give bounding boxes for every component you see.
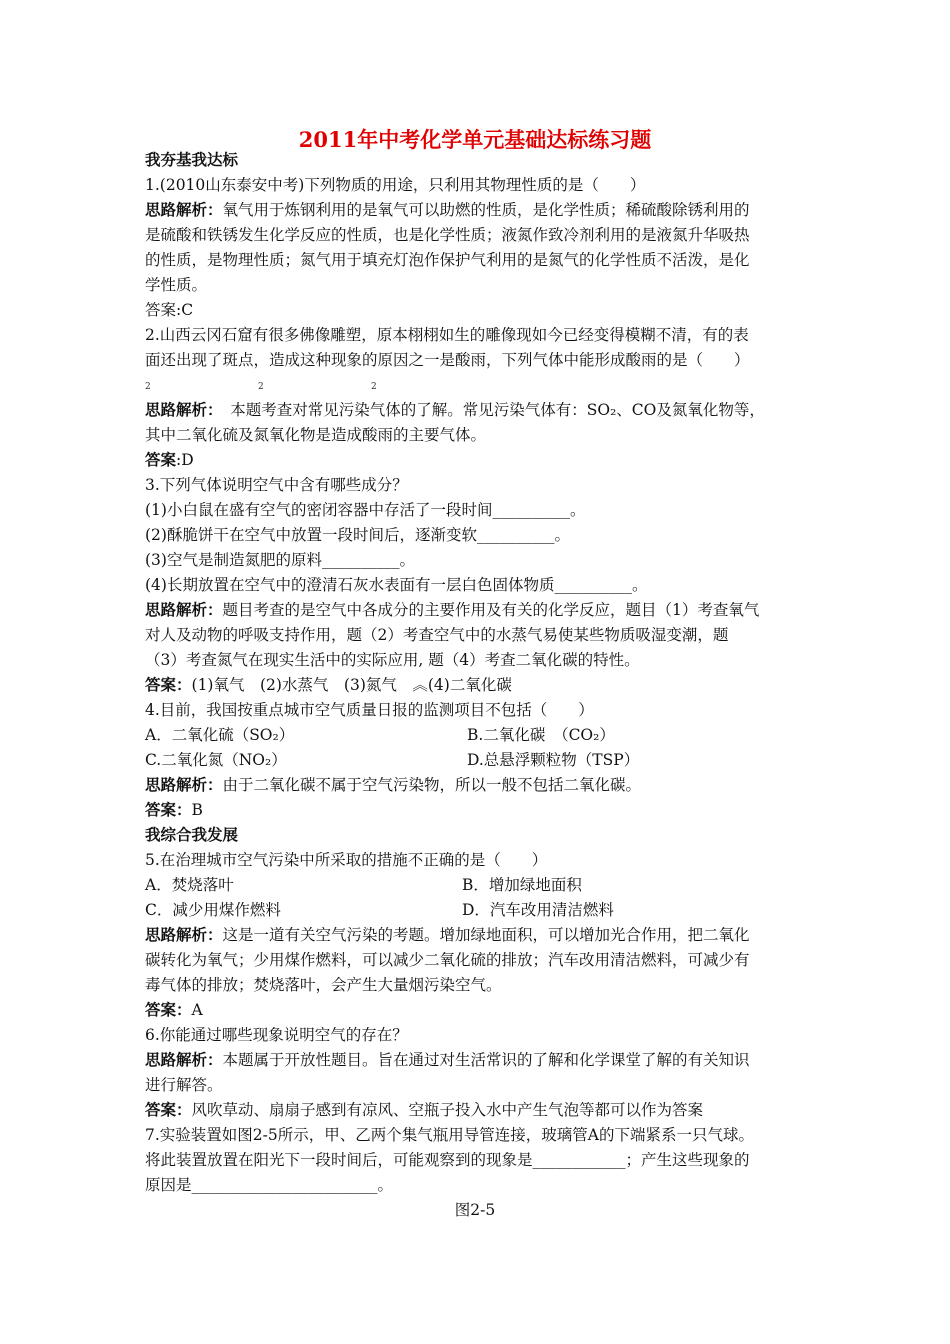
analysis-label: 思路解析： [145,400,215,419]
question-1-analysis-line: 思路解析：氧气用于炼钢利用的是氧气可以助燃的性质，是化学性质；稀硫酸除锈利用的 [145,200,750,219]
question-3-item: (2)酥脆饼干在空气中放置一段时间后，逐渐变软__________。 [145,526,570,544]
question-3-analysis-line: 对人及动物的呼吸支持作用，题（2）考查空气中的水蒸气易使某些物质吸湿变潮，题 [145,626,729,644]
question-4-stem: 4.目前，我国按重点城市空气质量日报的监测项目不包括（ ） [145,701,594,719]
question-1-analysis-line: 的性质，是物理性质；氮气用于填充灯泡作保护气利用的是氮气的化学性质不活泼，是化 [145,251,750,269]
page-title: 2011年中考化学单元基础达标练习题 [298,127,652,152]
analysis-label: 思路解析： [145,775,223,794]
question-3-analysis-line: 思路解析：题目考查的是空气中各成分的主要作用及有关的化学反应，题目（1）考查氧气 [145,600,760,619]
question-6-answer: 答案：风吹草动、扇扇子感到有凉风、空瓶子投入水中产生气泡等都可以作为答案 [145,1100,704,1119]
question-3-stem: 3.下列气体说明空气中含有哪些成分？ [145,476,408,494]
question-3-analysis-line: （3）考查氮气在现实生活中的实际应用, 题（4）考查二氧化碳的特性。 [145,651,640,669]
question-3-item: (3)空气是制造氮肥的原料__________。 [145,551,415,569]
figure-caption: 图2-5 [454,1201,496,1219]
question-2-stem: 面还出现了斑点，造成这种现象的原因之一是酸雨，下列气体中能形成酸雨的是（ ） [145,351,750,369]
question-5-answer: 答案：A [145,1000,203,1019]
question-6-stem: 6.你能通过哪些现象说明空气的存在？ [145,1026,408,1044]
analysis-label: 思路解析： [145,925,223,944]
question-4-option: A．二氧化硫（SO₂） [145,726,295,744]
answer-label: 答案： [145,800,192,819]
stray-subscript: 2 [371,382,377,392]
question-1-analysis-line: 学性质。 [145,276,208,294]
analysis-label: 思路解析： [145,200,223,219]
question-5-stem: 5.在治理城市空气污染中所采取的措施不正确的是（ ） [145,851,548,869]
analysis-label: 思路解析： [145,600,223,619]
question-3-item: (1)小白鼠在盛有空气的密闭容器中存活了一段时间__________。 [145,501,586,519]
question-7-stem: 将此装置放置在阳光下一段时间后，可能观察到的现象是____________；产生这些现象的 [145,1151,750,1169]
question-3-answer: 答案：(1)氧气 (2)水蒸气 (3)氮气 ︽(4)二氧化碳 [145,675,512,694]
question-5-analysis-line: 碳转化为氧气；少用煤作燃料，可以减少二氧化硫的排放；汽车改用清洁燃料，可减少有 [145,951,750,969]
question-3-item: (4)长期放置在空气中的澄清石灰水表面有一层白色固体物质__________。 [145,576,648,594]
question-4-option: B.二氧化碳 （CO₂） [467,726,615,744]
answer-label: 答案： [145,1100,192,1119]
question-2-stem: 2.山西云冈石窟有很多佛像雕塑，原本栩栩如生的雕像现如今已经变得模糊不清，有的表 [145,326,749,344]
question-7-stem: 原因是________________________。 [145,1176,394,1194]
question-5-analysis-line: 毒气体的排放；焚烧落叶，会产生大量烟污染空气。 [145,976,502,994]
question-6-analysis-line: 思路解析：本题属于开放性题目。旨在通过对生活常识的了解和化学课堂了解的有关知识 [145,1050,750,1069]
question-2-analysis-line: 其中二氧化硫及氮氧化物是造成酸雨的主要气体。 [145,426,487,444]
question-1-analysis-line: 是硫酸和铁锈发生化学反应的性质，也是化学性质；液氮作致冷剂利用的是液氮升华吸热 [145,226,750,244]
stray-subscript: 2 [145,382,151,392]
question-2-answer: 答案:D [145,450,194,469]
stray-subscript: 2 [258,382,264,392]
question-7-stem: 7.实验装置如图2-5所示，甲、乙两个集气瓶用导管连接，玻璃管A的下端紧系一只气球。 [145,1126,754,1144]
question-2-analysis-line: 思路解析： 本题考查对常见污染气体的了解。常见污染气体有：SO₂、CO及氮氧化物等， [145,400,765,419]
question-1-answer: 答案:C [145,301,194,319]
question-5-option: A．焚烧落叶 [145,876,234,894]
question-5-option: D．汽车改用清洁燃料 [462,901,614,919]
section-heading: 我夯基我达标 [145,150,239,169]
answer-label: 答案： [145,1000,192,1019]
question-4-answer: 答案：B [145,800,203,819]
section-heading: 我综合我发展 [145,825,239,844]
question-5-option: C．减少用煤作燃料 [145,901,281,919]
question-5-option: B．增加绿地面积 [462,876,582,894]
analysis-label: 思路解析： [145,1050,223,1069]
question-6-analysis-line: 进行解答。 [145,1076,223,1094]
question-4-analysis-line: 思路解析：由于二氧化碳不属于空气污染物，所以一般不包括二氧化碳。 [145,775,642,794]
question-4-option: C.二氧化氮（NO₂） [145,751,287,769]
question-4-option: D.总悬浮颗粒物（TSP） [467,751,640,769]
answer-label: 答案： [145,675,192,694]
question-1-stem: 1.(2010山东泰安中考)下列物质的用途，只利用其物理性质的是（ ） [145,176,646,194]
question-5-analysis-line: 思路解析：这是一道有关空气污染的考题。增加绿地面积，可以增加光合作用，把二氧化 [145,925,750,944]
